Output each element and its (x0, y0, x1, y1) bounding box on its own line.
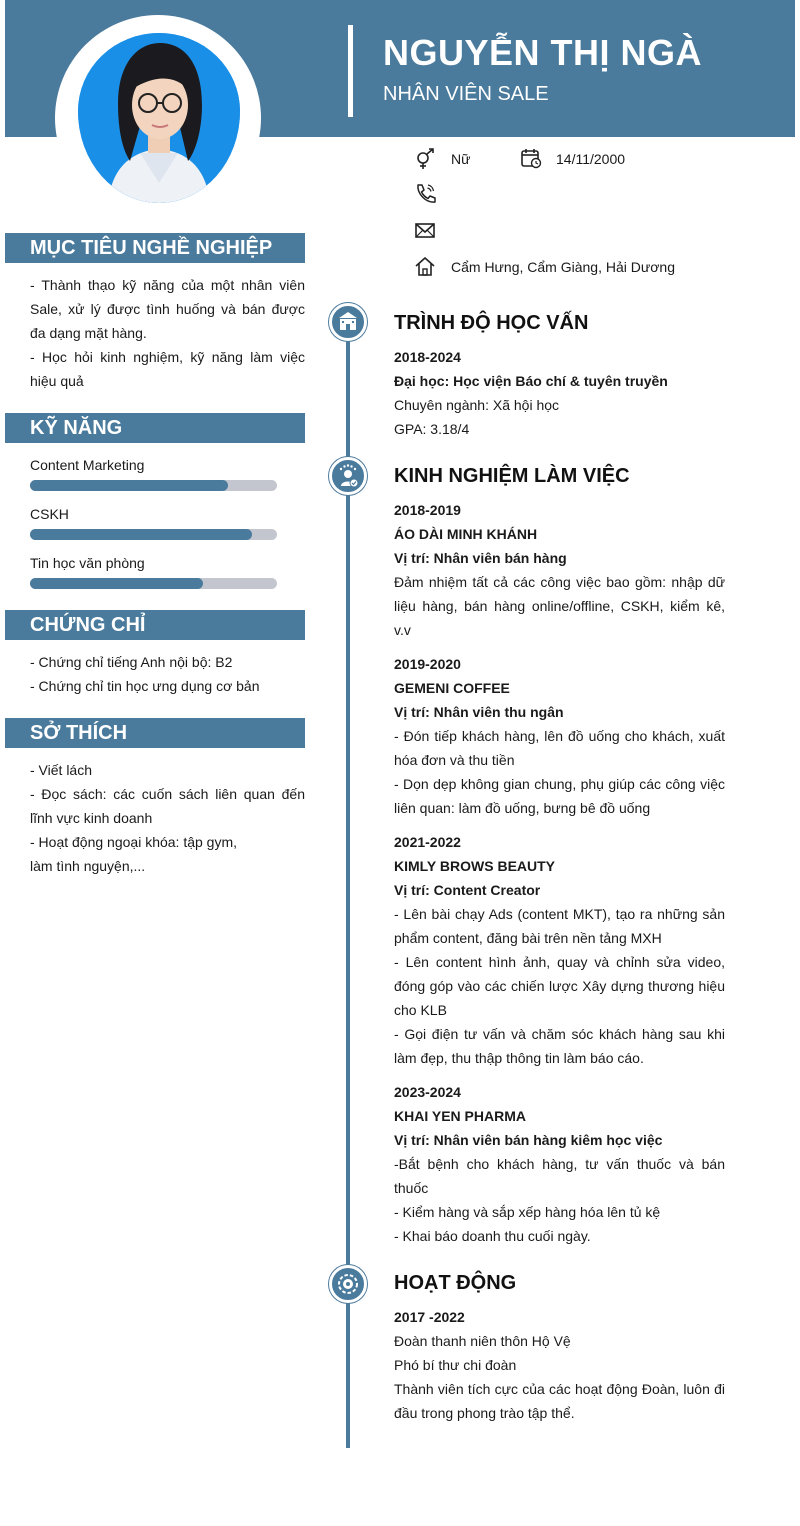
education-school: Đại học: Học viện Báo chí & tuyên truyền (394, 373, 668, 389)
gender-icon (414, 148, 436, 170)
job-period: 2018-2019 (394, 502, 461, 518)
job-detail: - Kiểm hàng và sắp xếp hàng hóa lên tủ kệ (394, 1204, 661, 1220)
header-divider (348, 25, 353, 117)
job-block (394, 830, 725, 1070)
job-detail: Đảm nhiệm tất cả các công việc bao gồm: nhập dữ liệu hàng, bán hàng online/offline, CSKH, kiểm kê, v.v (394, 574, 725, 638)
hobbies-heading: SỞ THÍCH (5, 718, 305, 748)
skill-bar-track (30, 578, 277, 589)
education-block (394, 345, 725, 441)
objective-line: - Thành thạo kỹ năng của một nhân viên Sale, xử lý được tình huống và bán được đa dạng mặt hàng. (30, 277, 305, 341)
certificate-line: - Chứng chỉ tin học ưng dụng cơ bản (30, 678, 260, 694)
education-major: Chuyên ngành: Xã hội học (394, 397, 560, 413)
job-detail: - Đón tiếp khách hàng, lên đồ uống cho khách, xuất hóa đơn và thu tiền (394, 728, 725, 768)
job-period: 2023-2024 (394, 1084, 461, 1100)
skill-bar-track (30, 529, 277, 540)
job-company: KIMLY BROWS BEAUTY (394, 858, 556, 874)
phone-icon (414, 182, 436, 204)
hobby-line: - Viết lách (30, 762, 92, 778)
skill-bar-fill (30, 529, 252, 540)
activity-line: Phó bí thư chi đoàn (394, 1357, 517, 1373)
job-detail: - Gọi điện tư vấn và chăm sóc khách hàng sau khi làm đẹp, thu thập thông tin làm báo cáo. (394, 1026, 725, 1066)
hobby-line: - Đọc sách: các cuốn sách liên quan đến lĩnh vực kinh doanh (30, 786, 305, 826)
skill-bar-fill (30, 480, 228, 491)
birthday-value: 14/11/2000 (556, 151, 626, 167)
objective-line: - Học hỏi kinh nghiệm, kỹ năng làm việc hiệu quả (30, 349, 305, 389)
experience-icon (329, 457, 367, 495)
home-icon (414, 255, 436, 277)
mail-icon (414, 220, 436, 242)
activity-line: Đoàn thanh niên thôn Hộ Vệ (394, 1333, 571, 1349)
address-value: Cẩm Hưng, Cẩm Giàng, Hải Dương (451, 259, 675, 275)
activities-period: 2017 -2022 (394, 1309, 465, 1325)
education-gpa: GPA: 3.18/4 (394, 421, 470, 437)
hobbies-text (30, 758, 305, 878)
activities-heading: HOẠT ĐỘNG (394, 1272, 517, 1294)
job-detail: - Lên content hình ảnh, quay và chỉnh sửa video, đóng góp vào các chiến lược Xây dựng thương hiệu cho KLB (394, 954, 725, 1018)
calendar-icon (520, 147, 542, 169)
job-company: KHAI YEN PHARMA (394, 1108, 526, 1124)
job-detail: - Lên bài chạy Ads (content MKT), tạo ra những sản phẩm content, đăng bài trên nền tảng MXH (394, 906, 725, 946)
activity-line: Thành viên tích cực của các hoạt động Đoàn, luôn đi đầu trong phong trào tập thể. (394, 1381, 725, 1421)
gender-value: Nữ (451, 151, 471, 167)
certificate-line: - Chứng chỉ tiếng Anh nội bộ: B2 (30, 654, 233, 670)
job-position: Vị trí: Nhân viên thu ngân (394, 704, 564, 720)
candidate-name: NGUYỄN THỊ NGÀ (383, 32, 703, 73)
job-block (394, 498, 725, 642)
job-title: NHÂN VIÊN SALE (383, 83, 549, 105)
hobby-line: làm tình nguyện,... (30, 858, 146, 874)
job-position: Vị trí: Content Creator (394, 882, 541, 898)
hobby-line: - Hoạt động ngoại khóa: tập gym, (30, 834, 238, 850)
skill-bar-track (30, 480, 277, 491)
experience-heading: KINH NGHIỆM LÀM VIỆC (394, 465, 630, 487)
skills-heading: KỸ NĂNG (5, 413, 305, 443)
job-block (394, 652, 725, 820)
objective-heading: MỤC TIÊU NGHỀ NGHIỆP (5, 233, 305, 263)
job-position: Vị trí: Nhân viên bán hàng kiêm học việc (394, 1132, 663, 1148)
job-period: 2019-2020 (394, 656, 461, 672)
education-heading: TRÌNH ĐỘ HỌC VẤN (394, 312, 589, 334)
skill-bar-fill (30, 578, 203, 589)
job-block (394, 1080, 725, 1248)
certificates-text (30, 650, 305, 698)
activity-icon (329, 1265, 367, 1303)
job-position: Vị trí: Nhân viên bán hàng (394, 550, 567, 566)
objective-text (30, 273, 305, 393)
certificates-heading: CHỨNG CHỈ (5, 610, 305, 640)
skill-label: Tin học văn phòng (30, 555, 145, 571)
job-company: ÁO DÀI MINH KHÁNH (394, 526, 538, 542)
skill-label: CSKH (30, 506, 69, 522)
job-detail: - Khai báo doanh thu cuối ngày. (394, 1228, 591, 1244)
job-detail: -Bắt bệnh cho khách hàng, tư vấn thuốc và bán thuốc (394, 1156, 725, 1196)
job-period: 2021-2022 (394, 834, 461, 850)
skill-label: Content Marketing (30, 457, 145, 473)
activities-block (394, 1305, 725, 1425)
education-period: 2018-2024 (394, 349, 461, 365)
job-company: GEMENI COFFEE (394, 680, 510, 696)
school-icon (329, 303, 367, 341)
job-detail: - Dọn dẹp không gian chung, phụ giúp các công việc liên quan: làm đồ uống, bưng bê đồ uống (394, 776, 725, 816)
